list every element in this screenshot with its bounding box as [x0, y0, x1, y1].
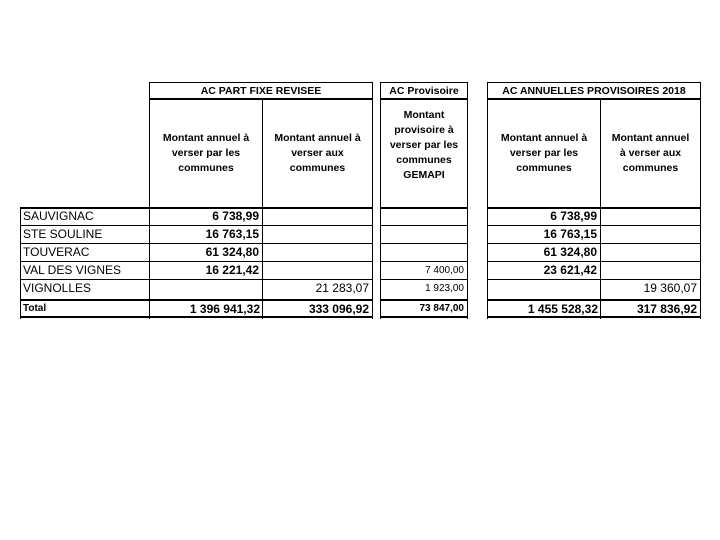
row-ann-aux: [601, 226, 700, 244]
header-fixe-verser-par: Montant annuel à verser par les communes: [149, 100, 262, 207]
header-annuelles-verser-par: Montant annuel à verser par les communes: [487, 100, 600, 207]
total-ann-aux: 317 836,92: [600, 299, 701, 318]
header-annuelles-verser-aux: Montant annuel à verser aux communes: [600, 100, 701, 207]
row-ann-par: [488, 280, 600, 298]
row-commune-name: TOUVERAC: [21, 244, 149, 262]
total-ann-par: 1 455 528,32: [487, 299, 601, 318]
header-provisoire-gemapi: Montant provisoire à verser par les communes GEMAPI: [380, 100, 468, 207]
row-fixe-aux: 21 283,07: [315, 281, 369, 295]
row-fixe-par: [150, 280, 262, 298]
total-label: Total: [20, 299, 150, 318]
row-fixe-par: 6 738,99: [150, 208, 262, 226]
row-provisoire: 1 923,00: [425, 283, 464, 294]
row-fixe-par: 61 324,80: [150, 244, 262, 262]
row-provisoire: [381, 226, 467, 244]
group-title-annuelles: AC ANNUELLES PROVISOIRES 2018: [487, 82, 701, 100]
row-commune-name: VAL DES VIGNES: [21, 262, 149, 280]
row-fixe-aux: [263, 226, 372, 244]
row-ann-par: 61 324,80: [488, 244, 600, 262]
row-ann-aux: [601, 244, 700, 262]
total-provisoire: 73 847,00: [380, 299, 468, 318]
row-fixe-aux: [263, 208, 372, 226]
row-ann-aux: [601, 262, 700, 280]
row-commune-name: SAUVIGNAC: [21, 208, 149, 226]
row-fixe-aux: [263, 262, 372, 280]
total-fixe-aux: 333 096,92: [262, 299, 373, 318]
row-ann-par: 6 738,99: [488, 208, 600, 226]
row-commune-name: STE SOULINE: [21, 226, 149, 244]
row-ann-aux: [601, 208, 700, 226]
total-fixe-par: 1 396 941,32: [149, 299, 263, 318]
row-provisoire: [381, 208, 467, 226]
row-ann-par: 16 763,15: [488, 226, 600, 244]
row-provisoire: 7 400,00: [381, 262, 467, 280]
row-ann-par: 23 621,42: [488, 262, 600, 280]
row-commune-name: VIGNOLLES: [23, 281, 92, 295]
row-provisoire: [381, 244, 467, 262]
group-title-part-fixe: AC PART FIXE REVISEE: [149, 82, 373, 100]
row-fixe-aux: [263, 244, 372, 262]
row-fixe-par: 16 221,42: [150, 262, 262, 280]
row-fixe-par: 16 763,15: [150, 226, 262, 244]
group-title-provisoire: AC Provisoire: [380, 82, 468, 100]
header-fixe-verser-aux: Montant annuel à verser aux communes: [262, 100, 373, 207]
row-ann-aux: 19 360,07: [643, 281, 697, 295]
